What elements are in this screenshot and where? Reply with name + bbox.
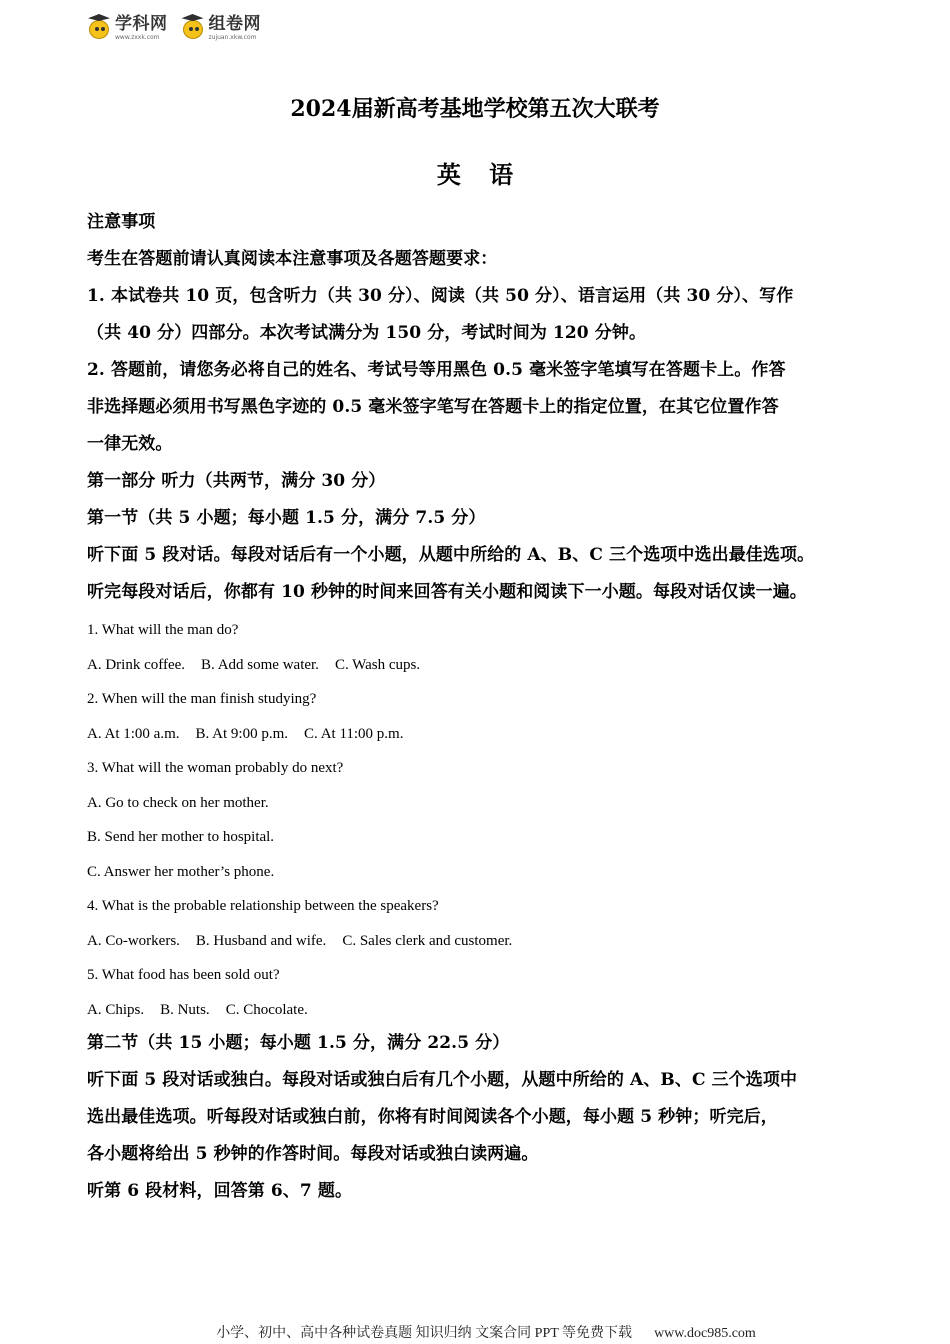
- option-b: B. Husband and wife.: [195, 932, 327, 949]
- section1-heading: 第一节（共 5 小题；每小题 1.5 分，满分 7.5 分）: [87, 508, 486, 528]
- footer-text: 小学、初中、高中各种试卷真题 知识归纳 文案合同 PPT 等免费下载: [216, 1326, 633, 1341]
- option-b: B. At 9:00 p.m.: [195, 725, 289, 742]
- question-2: 2. When will the man finish studying?: [87, 691, 317, 707]
- option-c: C. Sales clerk and customer.: [342, 932, 513, 949]
- question-1: 1. What will the man do?: [87, 622, 239, 638]
- logo-zujuanwang[interactable]: [180, 14, 262, 42]
- footer-link[interactable]: www.doc985.com: [654, 1326, 756, 1341]
- mascot-icon: [180, 14, 206, 40]
- option-a: A. Chips.: [87, 1001, 145, 1018]
- notice-item-2-cont: 非选择题必须用书写黑色字迹的 0.5 毫米签字笔写在答题卡上的指定位置，在其它位置作答: [87, 397, 779, 417]
- mascot-icon: [86, 14, 112, 40]
- page-footer: [0, 1322, 950, 1342]
- section2-instructions-end: 各小题将给出 5 秒钟的作答时间。每段对话或独白读两遍。: [87, 1144, 539, 1164]
- notice-item-2-end: 一律无效。: [87, 434, 173, 454]
- section2-instructions-cont: 选出最佳选项。听每段对话或独白前，你将有时间阅读各个小题，每小题 5 秒钟；听完后，: [87, 1107, 778, 1127]
- notice-heading: 注意事项: [87, 212, 156, 232]
- question-5: 5. What food has been sold out?: [87, 967, 280, 983]
- section1-instructions-cont: 听完每段对话后，你都有 10 秒钟的时间来回答有关小题和阅读下一小题。每段对话仅读一遍。: [87, 582, 807, 602]
- material-6-heading: 听第 6 段材料，回答第 6、7 题。: [87, 1181, 353, 1201]
- notice-item-1-cont: （共 40 分）四部分。本次考试满分为 150 分，考试时间为 120 分钟。: [87, 323, 647, 343]
- option-c: C. Answer her mother’s phone.: [87, 863, 275, 880]
- option-c: C. Chocolate.: [225, 1001, 308, 1018]
- option-c: C. At 11:00 p.m.: [304, 725, 404, 742]
- notice-item-2: 2. 答题前，请您务必将自己的姓名、考试号等用黑色 0.5 毫米签字笔填写在答题卡上。作答: [87, 360, 786, 380]
- option-a: A. Co-workers.: [87, 932, 180, 949]
- logo-name: 学科网: [115, 14, 168, 34]
- section1-instructions: 听下面 5 段对话。每段对话后有一个小题，从题中所给的 A、B、C 三个选项中选出最佳选项。: [87, 545, 815, 565]
- exam-title: 2024届新高考基地学校第五次大联考: [290, 96, 660, 122]
- option-b: B. Send her mother to hospital.: [87, 829, 275, 845]
- part1-heading: 第一部分 听力（共两节，满分 30 分）: [87, 471, 386, 491]
- option-b: B. Nuts.: [160, 1001, 210, 1018]
- option-c: C. Wash cups.: [334, 656, 421, 673]
- question-4: 4. What is the probable relationship between the speakers?: [87, 898, 439, 914]
- question-1-options: [87, 648, 887, 683]
- question-2-options: [87, 717, 887, 752]
- option-a: A. Go to check on her mother.: [87, 794, 269, 811]
- section2-instructions: 听下面 5 段对话或独白。每段对话或独白后有几个小题，从题中所给的 A、B、C 三个选项中: [87, 1070, 798, 1090]
- subject-title: 英 语: [436, 160, 524, 189]
- notice-intro: 考生在答题前请认真阅读本注意事项及各题答题要求：: [87, 249, 498, 269]
- question-3: 3. What will the woman probably do next?: [87, 760, 344, 776]
- option-a: A. Drink coffee.: [87, 656, 186, 673]
- option-b: B. Add some water.: [201, 656, 319, 673]
- option-a: A. At 1:00 a.m.: [87, 725, 180, 742]
- question-5-options: [87, 993, 887, 1028]
- notice-item-1: 1. 本试卷共 10 页，包含听力（共 30 分）、阅读（共 50 分）、语言运用（共 30 分）、写作: [87, 286, 794, 306]
- header-logos: [86, 14, 273, 50]
- section2-heading: 第二节（共 15 小题；每小题 1.5 分，满分 22.5 分）: [87, 1033, 510, 1053]
- exam-content: [87, 206, 887, 1212]
- logo-url: www.zxxk.com: [115, 34, 160, 41]
- logo-xuekewang[interactable]: [86, 14, 168, 42]
- logo-url: zujuan.xkw.com: [208, 34, 257, 41]
- logo-name: 组卷网: [208, 14, 261, 34]
- question-4-options: [87, 924, 887, 959]
